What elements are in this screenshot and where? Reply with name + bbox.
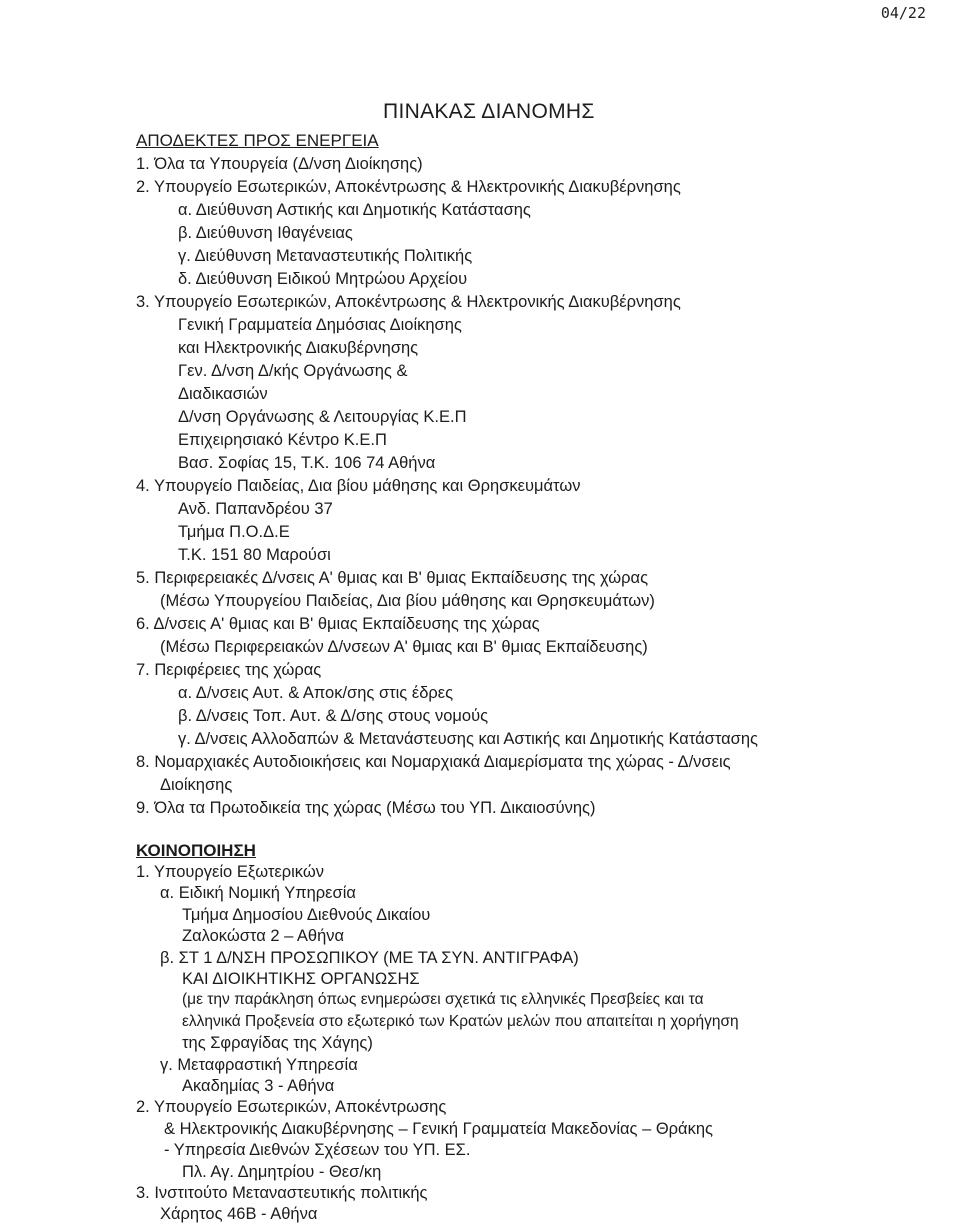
notification-line: Πλ. Αγ. Δημητρίου - Θεσ/κη [182,1163,382,1181]
recipient-line: (Μέσω Περιφερειακών Δ/νσεων Α' θμιας και Β' θμιας Εκπαίδευσης) [160,638,648,656]
recipient-line: 9. Όλα τα Πρωτοδικεία της χώρας (Μέσω του ΥΠ. Δικαιοσύνης) [136,799,596,817]
notification-line: - Υπηρεσία Διεθνών Σχέσεων του ΥΠ. ΕΣ. [164,1141,471,1159]
recipient-line: 2. Υπουργείο Εσωτερικών, Αποκέντρωσης & Ηλεκτρονικής Διακυβέρνησης [136,178,681,196]
recipient-line: Διοίκησης [160,776,233,794]
notification-line: Τμήμα Δημοσίου Διεθνούς Δικαίου [182,906,431,924]
recipient-line: Δ/νση Οργάνωσης & Λειτουργίας Κ.Ε.Π [178,408,467,426]
recipient-line: 8. Νομαρχιακές Αυτοδιοικήσεις και Νομαρχιακά Διαμερίσματα της χώρας - Δ/νσεις [136,753,731,771]
notification-line: Ζαλοκώστα 2 – Αθήνα [182,927,345,945]
recipient-line: 4. Υπουργείο Παιδείας, Δια βίου μάθησης και Θρησκευμάτων [136,477,581,495]
recipient-line: 5. Περιφερειακές Δ/νσεις Α' θμιας και Β' θμιας Εκπαίδευσης της χώρας [136,569,649,587]
recipients-heading: ΑΠΟΔΕΚΤΕΣ ΠΡΟΣ ΕΝΕΡΓΕΙΑ [136,131,379,150]
recipient-line: β. Διεύθυνση Ιθαγένειας [178,224,353,242]
notification-heading: ΚΟΙΝΟΠΟΙΗΣΗ [136,841,256,860]
recipient-line: Γεν. Δ/νση Δ/κής Οργάνωσης & [178,362,408,380]
recipient-line: α. Διεύθυνση Αστικής και Δημοτικής Κατάστασης [178,201,531,219]
recipient-line: 3. Υπουργείο Εσωτερικών, Αποκέντρωσης & Ηλεκτρονικής Διακυβέρνησης [136,293,681,311]
recipient-line: Τμήμα Π.Ο.Δ.Ε [178,523,290,541]
document-title: ΠΙΝΑΚΑΣ ΔΙΑΝΟΜΗΣ [383,100,595,123]
notification-line: β. ΣΤ 1 Δ/ΝΣΗ ΠΡΟΣΩΠΙΚΟΥ (ΜΕ ΤΑ ΣΥΝ. ΑΝΤΙΓΡΑΦΑ) [160,949,579,967]
notification-line: γ. Μεταφραστική Υπηρεσία [160,1056,358,1074]
recipient-line: γ. Δ/νσεις Αλλοδαπών & Μετανάστευσης και Αστικής και Δημοτικής Κατάστασης [178,730,758,748]
recipient-line: 6. Δ/νσεις Α' θμιας και Β' θμιας Εκπαίδευσης της χώρας [136,615,540,633]
recipient-line: Επιχειρησιακό Κέντρο Κ.Ε.Π [178,431,387,449]
notification-line: 1. Υπουργείο Εξωτερικών [136,863,324,881]
notification-line: 3. Ινστιτούτο Μεταναστευτικής πολιτικής [136,1184,428,1202]
recipient-line: και Ηλεκτρονικής Διακυβέρνησης [178,339,419,357]
notification-line: της Σφραγίδας της Χάγης) [182,1034,373,1052]
recipient-line: Ανδ. Παπανδρέου 37 [178,500,333,518]
notification-line: (με την παράκληση όπως ενημερώσει σχετικά τις ελληνικές Πρεσβείες και τα [182,991,704,1008]
notification-line: Χάρητος 46Β - Αθήνα [160,1205,318,1223]
recipient-line: α. Δ/νσεις Αυτ. & Αποκ/σης στις έδρες [178,684,454,702]
recipient-line: 7. Περιφέρειες της χώρας [136,661,322,679]
recipient-line: Γενική Γραμματεία Δημόσιας Διοίκησης [178,316,462,334]
recipient-line: γ. Διεύθυνση Μεταναστευτικής Πολιτικής [178,247,473,265]
recipient-line: Διαδικασιών [178,385,268,403]
recipient-line: Βασ. Σοφίας 15, Τ.Κ. 106 74 Αθήνα [178,454,436,472]
recipient-line: β. Δ/νσεις Τοπ. Αυτ. & Δ/σης στους νομούς [178,707,489,725]
notification-line: 2. Υπουργείο Εσωτερικών, Αποκέντρωσης [136,1098,447,1116]
notification-line: & Ηλεκτρονικής Διακυβέρνησης – Γενική Γραμματεία Μακεδονίας – Θράκης [164,1120,713,1138]
page-number: 04/22 [880,4,926,22]
notification-line: Ακαδημίας 3 - Αθήνα [182,1077,335,1095]
recipient-line: δ. Διεύθυνση Ειδικού Μητρώου Αρχείου [178,270,468,288]
recipient-line: Τ.Κ. 151 80 Μαρούσι [178,546,331,564]
recipient-line: 1. Όλα τα Υπουργεία (Δ/νση Διοίκησης) [136,155,423,173]
notification-line: ΚΑΙ ΔΙΟΙΚΗΤΙΚΗΣ ΟΡΓΑΝΩΣΗΣ [182,970,420,988]
notification-line: α. Ειδική Νομική Υπηρεσία [160,884,356,902]
notification-line: ελληνικά Προξενεία στο εξωτερικό των Κρατών μελών που απαιτείται η χορήγηση [182,1013,739,1030]
recipient-line: (Μέσω Υπουργείου Παιδείας, Δια βίου μάθησης και Θρησκευμάτων) [160,592,655,610]
